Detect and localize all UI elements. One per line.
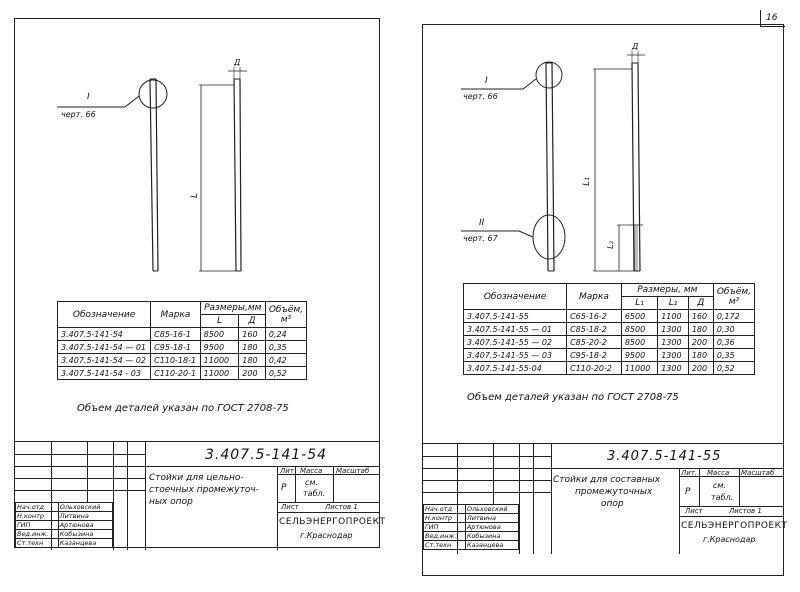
signer-name: Кобызина [58,530,112,539]
cell-volume: 0,172 [713,310,754,323]
right-callout-2-ref: черт. 67 [463,234,498,243]
left-sheets-label: Листов 1 [325,503,358,511]
cell-L: 8500 [200,328,239,341]
right-sheet-label: Лист [685,507,703,515]
table-row [424,514,519,523]
right-callout-1-numeral: I [485,76,488,86]
table-row [16,512,113,521]
table-row [58,328,307,341]
right-sheets-label: Листов 1 [729,507,762,515]
right-stamp-title-2: промежуточных [575,487,653,497]
right-city: г.Краснодар [703,535,756,544]
left-th-D: Д [239,315,266,328]
right-dim-D-label: Д [632,42,639,51]
left-note: Объем деталей указан по ГОСТ 2708-75 [77,403,289,414]
right-callout-1-circle [536,62,562,88]
cell-volume: 0,36 [713,336,754,349]
cell-mark: С110-20-1 [151,367,201,380]
signer-name: Казанцева [465,541,518,550]
cell-D: 200 [239,367,266,380]
left-mass-value-1: см. [305,478,318,487]
signer-role: Нач.отд [424,505,466,514]
left-stamp-title-1: Стойки для цельно- [149,473,244,483]
cell-L2: 1300 [658,323,689,336]
cell-D: 180 [688,323,713,336]
cell-designation: 3.407.5-141-54 — 02 [58,354,151,367]
right-pole-1-edge [546,63,548,271]
right-mass-value-1: см. [713,481,726,490]
table-row [464,310,755,323]
left-th-mark: Марка [151,302,201,328]
signer-role: ГИП [424,523,466,532]
cell-mark: С95-18-1 [151,341,201,354]
left-callout-circle [139,80,167,108]
left-dim-D-label: Д [234,58,241,67]
signer-role: Вед.инж. [16,530,59,539]
left-callout-numeral: I [87,92,90,102]
cell-designation: 3.407.5-141-55 — 02 [464,336,567,349]
table-row [58,367,307,380]
cell-volume: 0,30 [713,323,754,336]
left-stamp-title-2: стоечных промежуточ- [149,485,259,495]
cell-volume: 0,24 [265,328,306,341]
table-row [424,505,519,514]
right-org: СЕЛЬЭНЕРГОПРОЕКТ [681,521,788,531]
right-stamp-code: 3.407.5-141-55 [607,449,722,464]
cell-L2: 1100 [658,310,689,323]
cell-volume: 0,42 [265,354,306,367]
right-lit-value: Р [685,487,691,497]
cell-D: 180 [239,354,266,367]
left-callout-leader [57,96,139,107]
left-dim-L-label: L [190,192,201,199]
page-number: 16 [766,13,778,23]
cell-L1: 8500 [621,336,657,349]
cell-L1: 9500 [621,349,657,362]
table-row [464,349,755,362]
left-city: г.Краснодар [300,531,353,540]
signer-role: Н.контр [16,512,59,521]
left-mass-label: Масса [300,467,323,475]
left-mass-value-2: табл. [303,489,326,498]
signer-role: ГИП [16,521,59,530]
cell-volume: 0,52 [713,362,754,375]
left-stamp-title-3: ных опор [149,497,193,507]
left-spec-table [57,301,307,380]
signer-name: Артюнова [58,521,112,530]
right-th-sizes: Размеры, мм [621,284,713,297]
right-sheet [422,24,788,576]
cell-mark: С85-18-2 [567,323,622,336]
left-signers [15,502,113,548]
cell-L2: 1300 [658,336,689,349]
cell-D: 160 [239,328,266,341]
left-pole-2-edge [240,79,241,271]
right-callout-1-leader [461,76,536,89]
cell-designation: 3.407.5-141-54 [58,328,151,341]
table-row [464,336,755,349]
left-lit-value: Р [281,483,287,493]
signer-name: Ольховский [465,505,518,514]
right-pole-1-edge [552,63,554,271]
cell-D: 200 [688,362,713,375]
cell-L2: 1300 [658,349,689,362]
left-lit-label: Лит [280,467,294,475]
left-sheet [14,18,386,548]
left-th-L: L [200,315,239,328]
cell-L: 11000 [200,367,239,380]
cell-designation: 3.407.5-141-55-04 [464,362,567,375]
cell-D: 200 [688,336,713,349]
cell-mark: С110-18-1 [151,354,201,367]
table-row [424,541,519,550]
right-th-D: Д [688,297,713,310]
signer-name: Ольховский [58,503,112,512]
left-callout-ref: черт. 66 [61,110,96,119]
left-th-designation: Обозначение [58,302,151,328]
cell-designation: 3.407.5-141-55 [464,310,567,323]
signer-name: Артюнова [465,523,518,532]
right-dim-L2-label: L₂ [605,241,615,249]
cell-L2: 1300 [658,362,689,375]
table-row [464,323,755,336]
cell-designation: 3.407.5-141-54 - 03 [58,367,151,380]
right-dim-L1-label: L₁ [581,177,592,186]
right-stamp-title-1: Стойки для составных [553,475,661,485]
right-lit-label: Лит. [681,469,698,477]
left-org: СЕЛЬЭНЕРГОПРОЕКТ [279,517,386,527]
table-row [58,354,307,367]
right-mass-label: Масса [707,469,730,477]
cell-mark: С95-18-2 [567,349,622,362]
right-pole-2-edge [638,63,640,271]
cell-L1: 11000 [621,362,657,375]
cell-D: 180 [688,349,713,362]
left-pole-2-edge [234,79,236,271]
cell-L: 11000 [200,354,239,367]
table-row [16,521,113,530]
right-pole-2-edge [632,63,634,271]
right-th-volume: Объём, м³ [713,284,754,310]
cell-designation: 3.407.5-141-55 — 01 [464,323,567,336]
signer-role: Вед.инж. [424,532,466,541]
left-title-block [15,441,386,550]
signer-name: Литвина [465,514,518,523]
right-callout-2-numeral: II [479,218,485,228]
cell-mark: С85-20-2 [567,336,622,349]
right-spec-table [463,283,755,375]
right-th-L2: L₂ [658,297,689,310]
signer-role: Н.контр [424,514,466,523]
signer-role: Ст.техн [16,539,59,548]
cell-mark: С110-20-2 [567,362,622,375]
left-stamp-code: 3.407.5-141-54 [205,447,328,463]
right-th-mark: Марка [567,284,622,310]
table-row [464,362,755,375]
table-row [16,503,113,512]
right-callout-1-ref: черт. 66 [463,92,498,101]
table-row [16,530,113,539]
signer-role: Ст.техн [424,541,466,550]
left-scale-label: Масштаб [336,467,370,475]
right-signers [423,504,519,550]
cell-volume: 0,35 [265,341,306,354]
right-stamp-title-3: опор [601,499,624,509]
cell-designation: 3.407.5-141-55 — 03 [464,349,567,362]
left-th-sizes: Размеры,мм [200,302,265,315]
cell-L1: 6500 [621,310,657,323]
right-mass-value-2: табл. [711,493,734,502]
table-row [16,539,113,548]
signer-name: Казанцева [58,539,112,548]
cell-designation: 3.407.5-141-54 — 01 [58,341,151,354]
cell-volume: 0,52 [265,367,306,380]
left-sheet-label: Лист [281,503,299,511]
right-note: Объем деталей указан по ГОСТ 2708-75 [467,392,679,403]
cell-mark: С85-16-1 [151,328,201,341]
cell-L1: 8500 [621,323,657,336]
table-row [424,532,519,541]
right-th-designation: Обозначение [464,284,567,310]
right-title-block [423,443,788,554]
signer-name: Кобызина [465,532,518,541]
right-scale-label: Масштаб [741,469,775,477]
signer-role: Нач.отд [16,503,59,512]
right-callout-2-circle [533,215,565,259]
signer-name: Литвина [58,512,112,521]
table-row [58,341,307,354]
cell-D: 180 [239,341,266,354]
cell-mark: С65-16-2 [567,310,622,323]
table-row [424,523,519,532]
cell-volume: 0,35 [713,349,754,362]
left-th-volume: Объём, м³ [265,302,306,328]
cell-D: 160 [688,310,713,323]
cell-L: 9500 [200,341,239,354]
right-th-L1: L₁ [621,297,657,310]
